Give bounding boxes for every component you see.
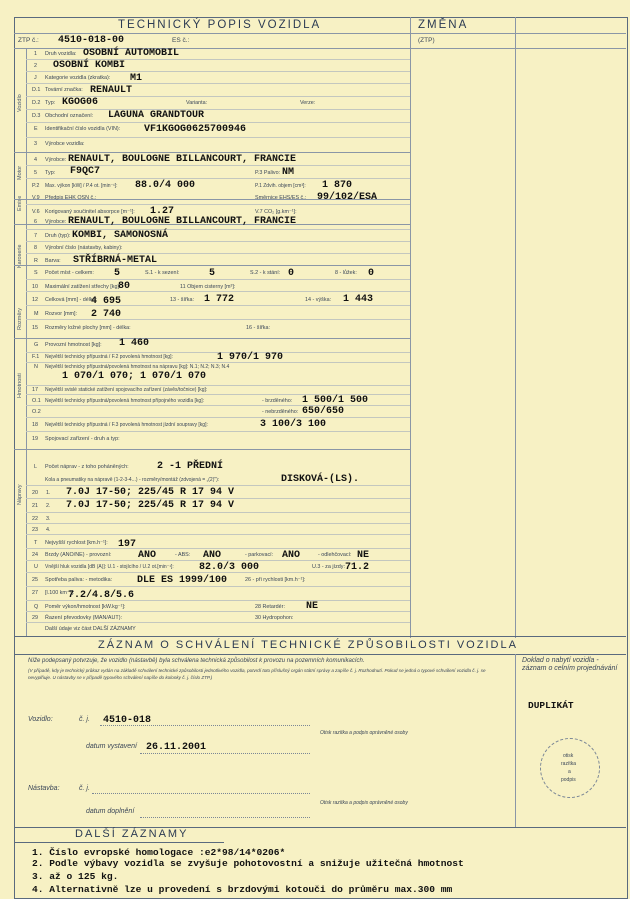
dalsi-line-3: 3. až o 125 kg. xyxy=(32,871,119,882)
row-24-value: ANO xyxy=(138,550,157,561)
row-13-value: 1 772 xyxy=(204,294,235,305)
row-G-label: Provozní hmotnost [kg]: xyxy=(45,342,102,348)
row-24-park-label: - parkovací: xyxy=(245,552,274,558)
row-L-num: L xyxy=(34,464,37,470)
row-20-value: 7.0J 17-50; 225/45 R 17 94 V xyxy=(66,487,235,498)
row-R-value: STŘÍBRNÁ-METAL xyxy=(73,255,158,266)
row-F1-label: Největší technicky přípustná / F.2 povolená hmotnost [kg]: xyxy=(45,354,173,360)
row-24-abs-label: - ABS: xyxy=(175,552,191,558)
row-10-num: 10 xyxy=(32,284,38,290)
row-D1-num: D.1 xyxy=(32,87,41,93)
outer-frame xyxy=(14,17,628,899)
stamp-circle xyxy=(540,738,600,798)
row-5-label: Typ: xyxy=(45,170,56,176)
stamp-text-2: razítka xyxy=(561,761,577,767)
doklad-text: Doklad o nabytí vozidla - záznam o celním projednávání xyxy=(522,657,618,672)
row-27-value: 7.2/4.8/5.6 xyxy=(68,590,135,601)
row-T-label: Nejvyšší rychlost [km.h⁻¹]: xyxy=(45,540,108,546)
row-O1-num: O.1 xyxy=(32,398,41,404)
row-P2-value: 88.0/4 000 xyxy=(135,180,196,191)
row-R-label: Barva: xyxy=(45,258,61,264)
row-R-num: R xyxy=(34,258,38,264)
row-S-label: Počet míst - celkem: xyxy=(45,270,94,276)
row-kola-label: Kola a pneumatiky na nápravě (1-2-3-4...) - rozměry/montáž (zdvojená = „(2)"): xyxy=(45,477,220,483)
row-5-num: 5 xyxy=(34,170,37,176)
row-1-label: Druh vozidla: xyxy=(45,51,77,57)
row-J-num: J xyxy=(34,75,37,81)
row-D1-value: RENAULT xyxy=(90,85,133,96)
side-label-vozidlo: Vozidlo xyxy=(17,94,23,112)
side-label-napravy: Nápravy xyxy=(17,484,23,505)
cj-label: č. j. xyxy=(79,716,90,723)
ztp-value: 4510-018-00 xyxy=(58,35,125,46)
row-25-num: 25 xyxy=(32,577,38,583)
row-22-num: 22 xyxy=(32,516,38,522)
row-O2-nebrzdene: - nebrzděného: xyxy=(262,409,299,415)
row-U-label: Vnější hluk vozidla [dB (A)]: U.1 - stojícího / U.2 ot.[min⁻¹]: xyxy=(45,564,174,570)
row-T-value: 197 xyxy=(118,539,137,550)
row-V9-smernice: Směrnice EHS/ES č.: xyxy=(255,195,307,201)
duplikat-value: DUPLIKÁT xyxy=(528,700,574,711)
row-19-num: 19 xyxy=(32,436,38,442)
row-N-num: N xyxy=(34,364,38,370)
row-N-value: 1 070/1 070; 1 070/1 070 xyxy=(62,371,207,382)
row-13-label: 13 - šířka: xyxy=(170,297,194,303)
row-28-value: NE xyxy=(306,601,319,612)
side-label-hmotnosti: Hmotnosti xyxy=(17,373,23,398)
row-24-odl-value: NE xyxy=(357,550,370,561)
row-8-num: 8 xyxy=(34,245,37,251)
row-F1-value: 1 970/1 970 xyxy=(217,352,284,363)
row-11-label: 11 Objem cisterny [m³]: xyxy=(180,284,236,290)
row-2-num: 2 xyxy=(34,63,37,69)
row-L-label: Počet náprav - z toho poháněných: xyxy=(45,464,129,470)
row-24-park-value: ANO xyxy=(282,550,301,561)
row-14-label: 14 - výška: xyxy=(305,297,332,303)
dalsi-line-4: 4. Alternativně lze u provedení s brzdovými kotouči do průměru max.300 mm xyxy=(32,884,453,895)
doc-title: TECHNICKÝ POPIS VOZIDLA xyxy=(118,19,322,31)
row-U-value: 82.0/3 000 xyxy=(199,562,260,573)
row-U-num: U xyxy=(34,564,38,570)
stamp-text-3: a xyxy=(568,769,571,775)
row-V6-num: V.6 xyxy=(32,209,40,215)
zaznam-title: ZÁZNAM O SCHVÁLENÍ TECHNICKÉ ZPŮSOBILOSTI VOZIDLA xyxy=(98,639,518,651)
row-7-value: KOMBI, SAMONOSNÁ xyxy=(72,230,169,241)
side-label-karoserie: Karoserie xyxy=(17,244,23,268)
row-18-value: 3 100/3 100 xyxy=(260,419,327,430)
zaznam-text-1: Níže podepsaný potvrzuje, že vozidlo (nástavbě) byla schválena technická způsobilost k provozu na pozemních komunikacích. xyxy=(28,658,365,664)
row-dalsi-label: Další údaje viz část DALŠÍ ZÁZNAMY xyxy=(45,626,136,632)
row-P3-label: P.3 Palivo: xyxy=(255,170,281,176)
row-3-label: Výrobce vozidla: xyxy=(45,141,85,147)
row-S1-label: S.1 - k sezení: xyxy=(145,270,180,276)
row-10-value: 80 xyxy=(118,281,131,292)
dalsi-line-1: 1. Číslo evropské homologace :e2*98/14*0206* xyxy=(32,847,286,858)
otisk-1: Otisk razítka a podpis oprávněné osoby xyxy=(320,730,408,736)
row-P1-label: P.1 Zdvih. objem [cm³]: xyxy=(255,183,306,189)
row-V6-value: 1.27 xyxy=(150,206,175,217)
stamp-text-1: otisk xyxy=(563,753,574,759)
row-1-value: OSOBNÍ AUTOMOBIL xyxy=(83,48,180,59)
row-22-sub: 3. xyxy=(46,516,51,522)
row-O1-value: 1 500/1 500 xyxy=(302,395,369,406)
row-8-label: Výrobní číslo (nástavby, kabiny): xyxy=(45,245,123,251)
row-20-sub: 1. xyxy=(46,490,51,496)
ztp-label: ZTP č.: xyxy=(18,37,39,44)
row-G-value: 1 460 xyxy=(119,338,150,349)
dalsi-line-2: 2. Podle výbavy vozidla se zvyšuje pohotovostní a snižuje užitečná hmotnost xyxy=(32,858,464,869)
row-26-label: 26 - při rychlosti [km.h⁻¹]: xyxy=(245,577,306,583)
row-21-sub: 2. xyxy=(46,503,51,509)
row-S-num: S xyxy=(34,270,38,276)
row-F1-num: F.1 xyxy=(32,354,40,360)
es-label: ES č.: xyxy=(172,37,190,44)
row-D2-num: D.2 xyxy=(32,100,41,106)
zaznam-text-2: (V případě, kdy je technický průkaz vydán na základě schválení technické způsobilosti jednotlivého vozidla, potvrdí toto příslušný orgán státní správy a zapíše č. j. Rozhodnutí. Pokud se jedná o typové schválení vozidla č. j. se nevyplňuje. U nástavby se v případě typového schválení napíše do kolonky č. j. číslo ZTP.) xyxy=(28,668,486,680)
row-E-value: VF1KGOG0625700946 xyxy=(144,124,247,135)
row-M-num: M xyxy=(34,311,39,317)
row-24-num: 24 xyxy=(32,552,38,558)
row-1-num: 1 xyxy=(34,51,37,57)
dalsi-title: DALŠÍ ZÁZNAMY xyxy=(75,828,189,840)
row-P2-num: P.2 xyxy=(32,183,40,189)
row-30-label: 30 Hydropohon: xyxy=(255,615,294,621)
row-J-value: M1 xyxy=(130,73,143,84)
row-29-num: 29 xyxy=(32,615,38,621)
row-7-num: 7 xyxy=(34,233,37,239)
row-S1-value: 5 xyxy=(209,268,216,279)
row-4-value: RENAULT, BOULOGNE BILLANCOURT, FRANCIE xyxy=(68,154,297,165)
row-27-label: [l.100 km⁻¹]: xyxy=(45,590,75,596)
side-label-emise: Emise xyxy=(17,195,23,211)
datum-doplneni-label: datum doplnění xyxy=(86,808,135,815)
row-G-num: G xyxy=(34,342,39,348)
side-label-motor: Motor xyxy=(17,165,23,180)
zmena-title: ZMĚNA xyxy=(418,19,469,31)
row-O2-num: O.2 xyxy=(32,409,41,415)
row-D2-label: Typ: xyxy=(45,100,56,106)
row-7-label: Druh (typ): xyxy=(45,233,71,239)
row-21-value: 7.0J 17-50; 225/45 R 17 94 V xyxy=(66,500,235,511)
row-S2-value: 0 xyxy=(288,268,295,279)
row-12-value: 4 695 xyxy=(91,296,122,307)
row-27-num: 27 xyxy=(32,590,38,596)
row-12-num: 12 xyxy=(32,297,38,303)
row-D3-label: Obchodní označení: xyxy=(45,113,94,119)
row-kola-value: DISKOVÁ-(LS). xyxy=(281,474,360,485)
row-12-label: Celková [mm] - délka: xyxy=(45,297,98,303)
nastavba-label: Nástavba: xyxy=(28,785,60,792)
row-D1-label: Tovární značka: xyxy=(45,87,83,93)
row-20-num: 20 xyxy=(32,490,38,496)
row-V9-num: V.9 xyxy=(32,195,40,201)
row-25-value: DLE ES 1999/100 xyxy=(137,575,228,586)
row-S-value: 5 xyxy=(114,268,121,279)
row-T-num: T xyxy=(34,540,38,546)
row-23-sub: 4. xyxy=(46,527,51,533)
row-15-label: Rozměry ložné plochy [mm] - délka: xyxy=(45,325,131,331)
stamp-text-4: podpis xyxy=(561,777,576,783)
row-4-label: Výrobce: xyxy=(45,157,67,163)
row-D2-verze: Verze: xyxy=(300,100,316,106)
row-17-label: Největší svislé statické zatížení spojovacího zařízení (závěs/točnice) [kg]: xyxy=(45,387,208,393)
row-18-label: Největší technicky přípustná / F.3 povolená hmotnost jízdní soupravy [kg]: xyxy=(45,422,208,428)
row-24-odl-label: - odlehčovací: xyxy=(318,552,352,558)
cj2-label: č. j. xyxy=(79,785,90,792)
row-E-num: E xyxy=(34,126,38,132)
row-U3-label: U.3 - za jízdy: xyxy=(312,564,345,570)
row-U3-value: 71.2 xyxy=(345,562,370,573)
row-O1-brzdene: - brzděného: xyxy=(262,398,293,404)
datum-vystaveni-label: datum vystavení xyxy=(86,743,137,750)
row-E-label: Identifikační číslo vozidla (VIN): xyxy=(45,126,121,132)
row-J-label: Kategorie vozidla (zkratka): xyxy=(45,75,111,81)
row-16-label: 16 - šířka: xyxy=(246,325,270,331)
row-6-label: Výrobce: xyxy=(45,219,67,225)
row-23-num: 23 xyxy=(32,527,38,533)
row-D2-variant: Varianta: xyxy=(186,100,208,106)
row-18-num: 18 xyxy=(32,422,38,428)
datum-vystaveni-value: 26.11.2001 xyxy=(146,742,207,753)
row-S-luzek-label: 8 - lůžek: xyxy=(335,270,357,276)
row-21-num: 21 xyxy=(32,503,38,509)
side-label-rozmery: Rozměry xyxy=(17,307,23,330)
row-15-num: 15 xyxy=(32,325,38,331)
row-3-num: 3 xyxy=(34,141,37,147)
row-2-value: OSOBNÍ KOMBI xyxy=(53,60,126,71)
row-25-label: Spotřeba paliva: - metodika: xyxy=(45,577,113,583)
row-29-label: Řazení převodovky (MAN/AUT): xyxy=(45,615,122,621)
otisk-2: Otisk razítka a podpis oprávněné osoby xyxy=(320,800,408,806)
row-M-label: Rozvor [mm]: xyxy=(45,311,78,317)
row-S2-label: S.2 - k stání: xyxy=(250,270,281,276)
row-P1-value: 1 870 xyxy=(322,180,353,191)
row-14-value: 1 443 xyxy=(343,294,374,305)
row-24-abs-value: ANO xyxy=(203,550,222,561)
row-D3-value: LAGUNA GRANDTOUR xyxy=(108,110,205,121)
row-V6-label: Korigovaný součinitel absorpce [m⁻¹]: xyxy=(45,209,135,215)
row-6-value: RENAULT, BOULOGNE BILLANCOURT, FRANCIE xyxy=(68,216,297,227)
row-O2-value: 650/650 xyxy=(302,406,345,417)
row-D2-value: KGOG06 xyxy=(62,97,99,108)
row-P3-value: NM xyxy=(282,167,295,178)
row-P2-label: Max. výkon [kW] / P.4 ot. [min⁻¹]: xyxy=(45,183,118,189)
row-5-value: F9QC7 xyxy=(70,166,101,177)
row-28-label: 28 Retardér: xyxy=(255,604,285,610)
row-6-num: 6 xyxy=(34,219,37,225)
row-24-label: Brzdy (ANO/NE) - provozní: xyxy=(45,552,112,558)
row-M-value: 2 740 xyxy=(91,309,122,320)
row-V7-label: V.7 CO₂ [g.km⁻¹]: xyxy=(255,209,297,215)
zmena-ztp: (ZTP) xyxy=(418,37,435,44)
row-L-value: 2 -1 PŘEDNÍ xyxy=(157,461,224,472)
row-Q-label: Poměr výkon/hmotnost [kW.kg⁻¹]: xyxy=(45,604,126,610)
row-S-luzek-value: 0 xyxy=(368,268,375,279)
cj-value: 4510-018 xyxy=(103,715,152,726)
vozidlo-label: Vozidlo: xyxy=(28,716,53,723)
row-4-num: 4 xyxy=(34,157,37,163)
row-O1-label: Největší technicky přípustná/povolená hmotnost přípojného vozidla [kg]: xyxy=(45,398,204,404)
row-V9-label: Předpis EHK OSN č.: xyxy=(45,195,97,201)
row-10-label: Maximální zatížení střechy [kg]: xyxy=(45,284,121,290)
row-D3-num: D.3 xyxy=(32,113,41,119)
row-17-num: 17 xyxy=(32,387,38,393)
row-19-label: Spojovací zařízení - druh a typ: xyxy=(45,436,120,442)
row-V9-value: 99/102/ESA xyxy=(317,192,378,203)
row-Q-num: Q xyxy=(34,604,39,610)
row-N-label: Největší technicky přípustná/povolená hmotnost na nápravu [kg]: N.1; N.2; N.3; N.4 xyxy=(45,364,230,370)
